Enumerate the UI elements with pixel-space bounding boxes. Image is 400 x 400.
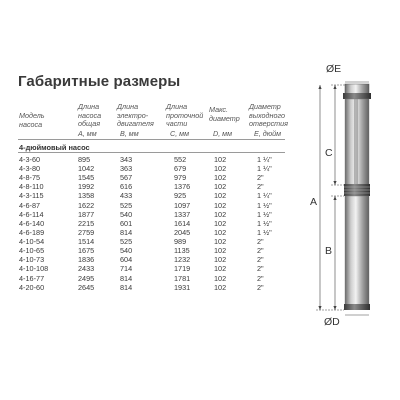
diameter-cell: 102 <box>214 218 227 228</box>
flow-length-cell: 2045 <box>174 227 191 237</box>
total-length-cell: 2495 <box>78 273 95 283</box>
outlet-cell: 1 ½" <box>257 218 272 228</box>
motor-length-cell: 616 <box>120 182 133 192</box>
outlet-cell: 1 ½" <box>257 200 272 210</box>
flow-length-cell: 1781 <box>174 273 191 283</box>
page-title: Габаритные размеры <box>18 73 181 90</box>
motor-length-cell: 814 <box>120 227 133 237</box>
total-length-cell: 895 <box>78 155 91 164</box>
total-length-cell: 1622 <box>78 200 95 210</box>
table-row <box>0 201 300 210</box>
total-length-cell: 1877 <box>78 209 95 219</box>
motor-length-cell: 363 <box>120 164 133 174</box>
diameter-cell: 102 <box>214 155 227 164</box>
flow-length-cell: 1337 <box>174 209 191 219</box>
diameter-cell: 102 <box>214 191 227 201</box>
table-row <box>0 210 300 219</box>
label-c: C <box>325 147 333 159</box>
outlet-cell: 1 ¼" <box>257 155 272 164</box>
label-d: ØD <box>324 316 340 328</box>
flow-length-cell: 1097 <box>174 200 191 210</box>
model-cell: 4-6-114 <box>19 209 44 219</box>
table-row <box>0 264 300 273</box>
model-cell: 4-3-80 <box>19 164 41 174</box>
pump-motor <box>345 196 369 306</box>
motor-length-cell: 604 <box>120 255 133 265</box>
diameter-cell: 102 <box>214 282 227 292</box>
pump-base <box>344 304 370 310</box>
table-row <box>0 219 300 228</box>
motor-length-cell: 567 <box>120 173 133 183</box>
outlet-cell: 2" <box>257 264 264 274</box>
header-outlet-diameter: Диаметр выходного отверстия <box>249 102 288 129</box>
diameter-cell: 102 <box>214 264 227 274</box>
diameter-cell: 102 <box>214 237 227 247</box>
outlet-cell: 2" <box>257 255 264 265</box>
table-row <box>0 155 300 164</box>
label-e: ØE <box>326 63 342 75</box>
pump-head <box>343 93 371 99</box>
model-cell: 4-3-115 <box>19 191 44 201</box>
table-row <box>0 274 300 283</box>
motor-length-cell: 714 <box>120 264 133 274</box>
flow-length-cell: 989 <box>174 237 187 247</box>
table-row <box>0 246 300 255</box>
flow-length-cell: 925 <box>174 191 187 201</box>
outlet-cell: 1 ½" <box>257 227 272 237</box>
header-total-length: Длина насоса общая <box>78 102 102 129</box>
flow-length-cell: 1614 <box>174 218 191 228</box>
total-length-cell: 1836 <box>78 255 95 265</box>
model-cell: 4-6-87 <box>19 200 41 210</box>
pump-cable-guard <box>354 99 358 185</box>
model-cell: 4-10-54 <box>19 237 45 247</box>
model-cell: 4-16-77 <box>19 273 45 283</box>
outlet-cell: 2" <box>257 173 264 183</box>
model-cell: 4-6-140 <box>19 218 45 228</box>
total-length-cell: 2645 <box>78 282 95 292</box>
model-cell: 4-8-110 <box>19 182 44 192</box>
model-cell: 4-10-108 <box>19 264 49 274</box>
outlet-cell: 1 ¼" <box>257 164 272 174</box>
flow-length-cell: 1376 <box>174 182 191 192</box>
outlet-cell: 1 ½" <box>257 209 272 219</box>
diameter-cell: 102 <box>214 227 227 237</box>
motor-length-cell: 601 <box>120 218 133 228</box>
diameter-cell: 102 <box>214 200 227 210</box>
flow-length-cell: 1719 <box>174 264 191 274</box>
section-title: 4-дюймовый насос <box>19 143 90 152</box>
motor-length-cell: 525 <box>120 200 133 210</box>
outlet-cell: 2" <box>257 246 264 256</box>
flow-length-cell: 979 <box>174 173 187 183</box>
header-max-diameter: Макс. диаметр <box>209 105 240 123</box>
header-motor-length: Длина электро- двигателя <box>117 102 154 129</box>
outlet-cell: 2" <box>257 282 264 292</box>
model-cell: 4-10-73 <box>19 255 45 265</box>
motor-length-cell: 814 <box>120 282 133 292</box>
table-row <box>0 228 300 237</box>
model-cell: 4-8-75 <box>19 173 41 183</box>
section-divider <box>18 152 285 153</box>
pump-outlet <box>345 84 369 94</box>
diameter-cell: 102 <box>214 164 227 174</box>
diameter-cell: 102 <box>214 182 227 192</box>
flow-length-cell: 1232 <box>174 255 191 265</box>
table-row <box>0 164 300 173</box>
diameter-cell: 102 <box>214 209 227 219</box>
model-cell: 4-10-65 <box>19 246 45 256</box>
label-b: B <box>325 245 333 257</box>
outlet-cell: 1 ¼" <box>257 191 272 201</box>
total-length-cell: 1042 <box>78 164 95 174</box>
unit-d: D, мм <box>213 129 233 138</box>
table-row <box>0 283 300 292</box>
unit-c: C, мм <box>170 129 190 138</box>
flow-length-cell: 1931 <box>174 282 191 292</box>
diameter-cell: 102 <box>214 173 227 183</box>
header-model: Модель насоса <box>19 111 45 129</box>
header-divider <box>18 139 285 140</box>
outlet-cell: 2" <box>257 237 264 247</box>
total-length-cell: 2433 <box>78 264 95 274</box>
diameter-cell: 102 <box>214 246 227 256</box>
unit-b: B, мм <box>120 129 139 138</box>
motor-length-cell: 433 <box>120 191 133 201</box>
label-a: A <box>310 196 318 208</box>
motor-length-cell: 814 <box>120 273 133 283</box>
total-length-cell: 1992 <box>78 182 95 192</box>
unit-a: A, мм <box>78 129 97 138</box>
outlet-cell: 2" <box>257 273 264 283</box>
total-length-cell: 1514 <box>78 237 95 247</box>
total-length-cell: 2759 <box>78 227 95 237</box>
table-row <box>0 191 300 200</box>
diameter-cell: 102 <box>214 273 227 283</box>
total-length-cell: 1545 <box>78 173 95 183</box>
motor-length-cell: 343 <box>120 155 133 164</box>
model-cell: 4-6-189 <box>19 227 45 237</box>
flow-length-cell: 679 <box>174 164 187 174</box>
total-length-cell: 1358 <box>78 191 95 201</box>
flow-length-cell: 552 <box>174 155 187 164</box>
table-row <box>0 182 300 191</box>
motor-length-cell: 525 <box>120 237 133 247</box>
outlet-cell: 2" <box>257 182 264 192</box>
total-length-cell: 2215 <box>78 218 95 228</box>
motor-length-cell: 540 <box>120 246 133 256</box>
total-length-cell: 1675 <box>78 246 95 256</box>
unit-e: E, дюйм <box>254 129 282 138</box>
table-row <box>0 237 300 246</box>
motor-length-cell: 540 <box>120 209 133 219</box>
table-row <box>0 255 300 264</box>
model-cell: 4-3-60 <box>19 155 41 164</box>
model-cell: 4-20-60 <box>19 282 45 292</box>
diameter-cell: 102 <box>214 255 227 265</box>
table-row <box>0 173 300 182</box>
flow-length-cell: 1135 <box>174 246 190 256</box>
header-flow-part-length: Длина проточной части <box>166 102 204 129</box>
